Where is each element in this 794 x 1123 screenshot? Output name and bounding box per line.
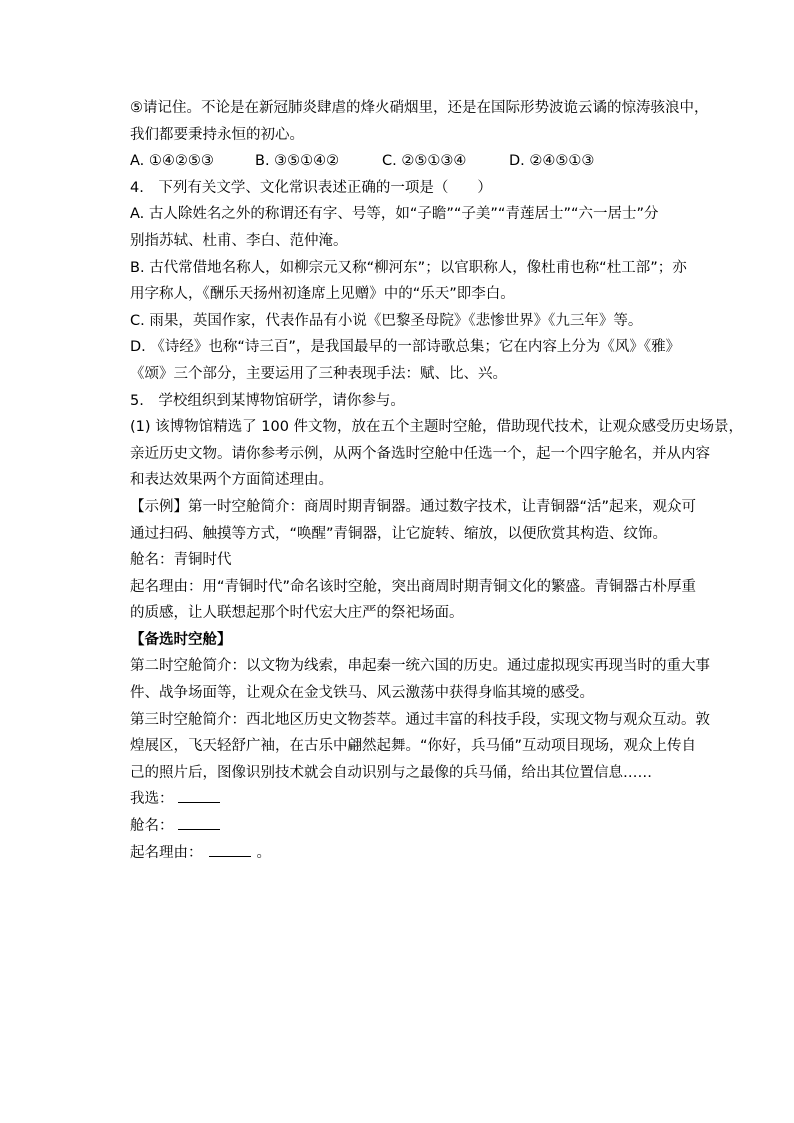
q5-third-line2: 煌展区，飞天轻舒广袖，在古乐中翩然起舞。“你好，兵马俑”互动项目现场，观众上传自: [130, 738, 697, 755]
q5-part1-line2: 亲近历史文物。请你参考示例，从两个备选时空舱中任选一个，起一个四字舱名，并从内容: [130, 445, 710, 462]
q4-option-c-line1: C. 雨果，英国作家，代表作品有小说《巴黎圣母院》《悲惨世界》《九三年》等。: [130, 312, 643, 329]
q5-choose-label: 我选：: [130, 791, 174, 808]
q5-third-line3: 己的照片后，图像识别技术就会自动识别与之最像的兵马俑，给出其位置信息……: [130, 764, 652, 781]
q5-part1-line1: (1) 该博物馆精选了 100 件文物，放在五个主题时空舱，借助现代技术，让观众感受历史场景，: [130, 419, 744, 436]
q5-name-label: 舱名：: [130, 818, 174, 835]
q5-example-line1: 【示例】第一时空舱简介：商周时期青铜器。通过数字技术，让青铜器“活”起来，观众可: [130, 498, 697, 515]
q3-option-c: C. ②⑤①③④: [382, 153, 467, 170]
q5-choose-blank[interactable]: [178, 788, 220, 803]
q4-stem: 4. 下列有关文学、文化常识表述正确的一项是（ ）: [130, 179, 492, 196]
q3-item5-line2: 我们都要秉持永恒的初心。: [130, 126, 304, 143]
q5-stem: 5. 学校组织到某博物馆研学，请你参与。: [130, 392, 405, 409]
q5-reason-row: [130, 840, 690, 867]
q5-second-line2: 件、战争场面等，让观众在金戈铁马、风云激荡中获得身临其境的感受。: [130, 685, 594, 702]
q4-option-a-line1: A. 古人除姓名之外的称谓还有字、号等，如“子瞻”“子美”“青莲居士”“六一居士”分: [130, 206, 659, 223]
q5-reason-end: 。: [256, 844, 271, 861]
q5-reason-blank[interactable]: [209, 842, 251, 857]
q5-part1-line3: 和表达效果两个方面简述理由。: [130, 472, 333, 489]
q5-alt-heading: 【备选时空舱】: [130, 631, 232, 648]
q5-name-blank[interactable]: [178, 815, 220, 830]
q5-choose-row: [130, 786, 690, 813]
q4-option-b-line2: 用字称人，《酬乐天扬州初逢席上见赠》中的“乐天”即李白。: [130, 286, 515, 303]
q4-option-d-line1: D. 《诗经》也称“诗三百”，是我国最早的一部诗歌总集；它在内容上分为《风》《雅》: [130, 339, 681, 356]
q3-option-b: B. ③⑤①④②: [255, 153, 340, 170]
q5-third-line1: 第三时空舱简介：西北地区历史文物荟萃。通过丰富的科技手段，实现文物与观众互动。敦: [130, 711, 710, 728]
q5-example-name: 舱名：青铜时代: [130, 552, 232, 569]
q3-option-d: D. ②④⑤①③: [509, 153, 595, 170]
q3-item5-line1: ⑤请记住。不论是在新冠肺炎肆虐的烽火硝烟里，还是在国际形势波诡云谲的惊涛骇浪中，: [130, 100, 709, 116]
q5-name-row: [130, 813, 690, 840]
q5-reason-line1: 起名理由：用“青铜时代”命名该时空舱，突出商周时期青铜文化的繁盛。青铜器古朴厚重: [130, 578, 697, 595]
q4-option-b-line1: B. 古代常借地名称人，如柳宗元又称“柳河东”；以官职称人，像杜甫也称“杜工部”；亦: [130, 259, 687, 276]
q4-option-a-line2: 别指苏轼、杜甫、李白、范仲淹。: [130, 232, 348, 249]
q5-reason-line2: 的质感，让人联想起那个时代宏大庄严的祭祀场面。: [130, 605, 464, 622]
q3-option-a: A. ①④②⑤③: [130, 153, 214, 170]
document-page: [130, 95, 744, 866]
q3-options: [130, 148, 690, 175]
q5-second-line1: 第二时空舱简介：以文物为线索，串起秦一统六国的历史。通过虚拟现实再现当时的重大事: [130, 658, 710, 675]
q4-option-d-line2: 《颂》三个部分，主要运用了三种表现手法：赋、比、兴。: [130, 365, 507, 382]
q5-reason-label: 起名理由：: [130, 844, 203, 861]
q5-example-line2: 通过扫码、触摸等方式，“唤醒”青铜器，让它旋转、缩放，以便欣赏其构造、纹饰。: [130, 525, 668, 542]
